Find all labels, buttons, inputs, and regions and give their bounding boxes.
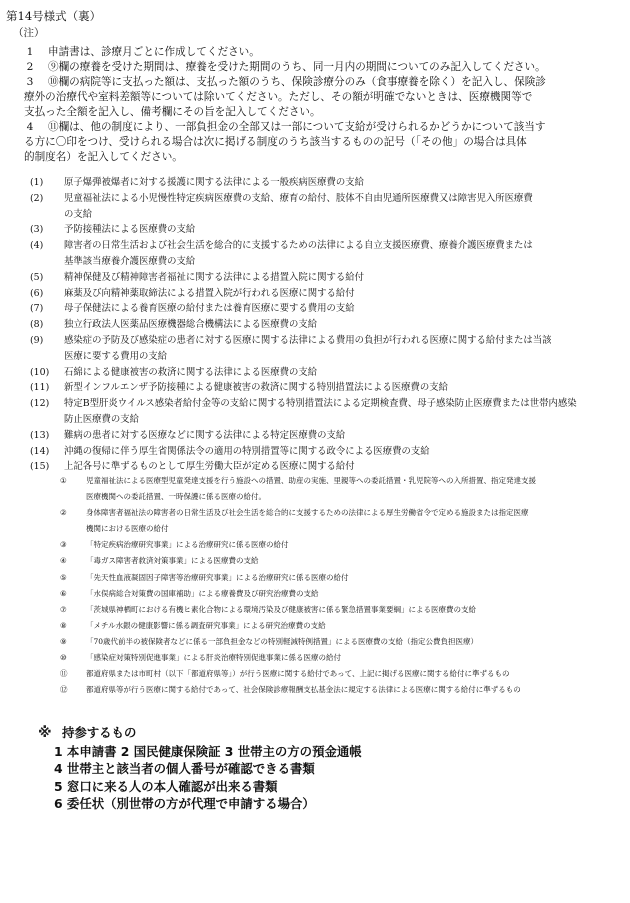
system-item bbox=[30, 365, 616, 381]
note-text bbox=[24, 75, 618, 120]
note-line: 支払った全額を記入し、備考欄にその旨を記入してください。 bbox=[24, 106, 321, 118]
system-item-text bbox=[64, 270, 616, 286]
notes-heading: （注） bbox=[13, 27, 45, 39]
system-item-number: (15) bbox=[30, 461, 50, 473]
system-item bbox=[30, 270, 616, 286]
benefit-item-number: ⑫ bbox=[60, 685, 68, 695]
system-item-number: (14) bbox=[30, 445, 50, 457]
system-item-text bbox=[64, 222, 616, 238]
system-item-line: 児童福祉法による小児慢性特定疾病医療費の支給、療育の給付、肢体不自由児通所医療費又は障害児入所医療費 bbox=[64, 192, 533, 204]
benefit-item-line: 児童福祉法による医療型児童発達支援を行う施設への措置、助産の実施、里親等への委託措置・乳児院等への入所措置、指定発達支援 bbox=[86, 476, 536, 485]
note-text bbox=[48, 60, 618, 75]
system-item-line: 新型インフルエンザ予防接種による健康被害の救済に関する特別措置法による医療費の支給 bbox=[64, 382, 449, 394]
benefit-item-number: ① bbox=[60, 476, 67, 485]
system-item bbox=[30, 222, 616, 238]
benefit-item-text bbox=[86, 586, 616, 602]
benefit-item-line: 「メチル水銀の健康影響に係る調査研究事業」による研究治療費の支給 bbox=[86, 620, 326, 630]
benefit-item-line: 機関における医療の給付 bbox=[86, 524, 169, 534]
benefit-item bbox=[60, 473, 616, 505]
benefit-item bbox=[60, 553, 616, 569]
note-line: ⑩欄の病院等に支払った額は、支払った額のうち、保険診療分のみ（食事療養を除く）を記入し、保険診 bbox=[48, 76, 546, 88]
benefit-item bbox=[60, 505, 616, 537]
system-item-line: 石綿による健康被害の救済に関する法律による医療費の支給 bbox=[64, 366, 318, 378]
system-item bbox=[30, 175, 616, 191]
benefit-item-line: 都道府県または市町村（以下「都道府県等」）が行う医療に関する給付であって、上記に掲げる医療に関する給付に準ずるもの bbox=[86, 669, 510, 679]
system-item-number: (2) bbox=[30, 192, 44, 204]
note-line: 的制度名）を記入してください。 bbox=[24, 151, 183, 163]
benefit-item-text bbox=[86, 682, 616, 698]
benefit-item-line: 「70歳代前半の被保険者などに係る一部負担金などの特別軽減特例措置」による医療費の支給（指定公費負担医療） bbox=[86, 636, 479, 646]
note-text bbox=[24, 120, 618, 165]
system-item-line: 原子爆弾被爆者に対する援護に関する法律による一般疾病医療費の支給 bbox=[64, 177, 365, 188]
benefit-systems-list bbox=[30, 175, 616, 475]
system-item-line: 難病の患者に対する医療などに関する法律による特定医療費の支給 bbox=[64, 429, 346, 441]
system-item-text bbox=[64, 396, 616, 428]
system-item bbox=[30, 444, 616, 460]
system-item bbox=[30, 191, 616, 223]
benefit-item bbox=[60, 666, 616, 682]
benefit-item bbox=[60, 634, 616, 650]
benefit-item-number: ⑪ bbox=[60, 669, 68, 679]
system-item-line: 予防接種法による医療費の支給 bbox=[64, 224, 196, 236]
benefit-item-line: 都道府県等が行う医療に関する給付であって、社会保険診療報酬支払基金法に規定する法律による医療に関する給付に準ずるもの bbox=[86, 685, 521, 695]
system-item-number: (6) bbox=[30, 287, 44, 299]
system-item-text bbox=[64, 333, 616, 365]
system-item-line: 上記各号に準ずるものとして厚生労働大臣が定める医療に関する給付 bbox=[64, 461, 355, 473]
system-item-line: 基準該当療養介護医療費の支給 bbox=[64, 255, 196, 267]
note-line: 療外の治療代や室料差額等については除いてください。ただし、その額が明確でないときは、医療機関等で bbox=[24, 91, 533, 103]
system-item bbox=[30, 333, 616, 365]
benefit-item bbox=[60, 602, 616, 618]
note-item bbox=[12, 120, 618, 165]
benefit-item-line: 「茨城県神栖町における有機ヒ素化合物による環境汚染及び健康被害に係る緊急措置事業要綱」による医療費の支給 bbox=[86, 604, 476, 614]
benefit-item-line: 医療機関への委託措置、一時保護に係る医療の給付。 bbox=[86, 492, 266, 502]
system-item-line: 障害者の日常生活および社会生活を総合的に支援するための法律による自立支援医療費、療養介護医療費または bbox=[64, 240, 533, 252]
system-item-text bbox=[64, 286, 616, 302]
benefit-item-line: 「毒ガス障害者救済対策事業」による医療費の支給 bbox=[86, 556, 259, 566]
system-item-line: の支給 bbox=[64, 208, 93, 220]
note-line: 申請書は、診療月ごとに作成してください。 bbox=[48, 46, 260, 58]
bring-item: 5 窓口に来る人の本人確認が出来る書類 bbox=[54, 778, 278, 794]
benefit-item-number: ④ bbox=[60, 556, 67, 566]
benefit-item-line: 「水俣病総合対策費の国庫補助」による療養費及び研究治療費の支給 bbox=[86, 588, 319, 598]
system-item-text bbox=[64, 191, 616, 223]
note-line: る方に〇印をつけ、受けられる場合は次に掲げる制度のうち該当するものの記号（「その他」の場合は具体 bbox=[24, 136, 527, 148]
ministerial-benefits-list bbox=[60, 473, 616, 698]
system-item bbox=[30, 428, 616, 444]
system-item-number: (7) bbox=[30, 303, 44, 315]
system-item bbox=[30, 317, 616, 333]
form-title: 第14号様式（裏） bbox=[6, 9, 102, 23]
benefit-item-number: ② bbox=[60, 508, 67, 518]
benefit-item bbox=[60, 537, 616, 553]
system-item-number: (8) bbox=[30, 319, 44, 331]
note-item bbox=[12, 45, 618, 60]
benefit-item bbox=[60, 682, 616, 698]
benefit-item-number: ⑤ bbox=[60, 572, 67, 582]
benefit-item-text bbox=[86, 618, 616, 634]
system-item-line: 麻薬及び向精神薬取締法による措置入院が行われる医療に関する給付 bbox=[64, 287, 355, 299]
benefit-item-text bbox=[86, 473, 616, 505]
benefit-item-line: 「特定疾病治療研究事業」による治療研究に係る医療の給付 bbox=[86, 540, 289, 550]
benefit-item-text bbox=[86, 666, 616, 682]
system-item-line: 医療に要する費用の支給 bbox=[64, 350, 168, 362]
benefit-item-number: ⑥ bbox=[60, 588, 67, 598]
system-item-number: (13) bbox=[30, 429, 50, 441]
system-item-text bbox=[64, 428, 616, 444]
note-line: ⑪欄は、他の制度により、一部負担金の全部又は一部について支給が受けられるかどうかについて該当す bbox=[48, 121, 546, 133]
main-notes-list bbox=[12, 45, 618, 165]
benefit-item-text bbox=[86, 505, 616, 537]
benefit-item-text bbox=[86, 553, 616, 569]
bring-item: 6 委任状（別世帯の方が代理で申請する場合） bbox=[54, 796, 315, 811]
benefit-item-number: ③ bbox=[60, 540, 67, 550]
system-item-text bbox=[64, 444, 616, 460]
note-text bbox=[48, 45, 618, 60]
benefit-item-number: ⑧ bbox=[60, 620, 67, 630]
system-item-number: (10) bbox=[30, 366, 50, 378]
items-to-bring-section bbox=[38, 724, 362, 813]
system-item-text bbox=[64, 175, 616, 191]
system-item-text bbox=[64, 380, 616, 396]
benefit-item-text bbox=[86, 650, 616, 666]
system-item-line: 感染症の予防及び感染症の患者に対する医療に関する法律による費用の負担が行われる医療に関する給付または当該 bbox=[64, 334, 552, 346]
benefit-item-number: ⑦ bbox=[60, 604, 67, 614]
note-item bbox=[12, 75, 618, 120]
benefit-item-text bbox=[86, 570, 616, 586]
system-item-number: (3) bbox=[30, 224, 44, 236]
system-item-text bbox=[64, 301, 616, 317]
reference-mark: ※ bbox=[38, 725, 52, 741]
system-item bbox=[30, 238, 616, 270]
system-item-number: (12) bbox=[30, 398, 50, 410]
bring-item: 4 世帯主と該当者の個人番号が確認できる書類 bbox=[54, 761, 315, 776]
note-number: 1 bbox=[26, 46, 34, 58]
note-number: 2 bbox=[26, 61, 34, 73]
note-number: 3 bbox=[26, 76, 34, 88]
bring-item: 1 本申請書 2 国民健康保険証 3 世帯主の方の預金通帳 bbox=[54, 743, 362, 759]
note-number: 4 bbox=[26, 121, 34, 133]
benefit-item-text bbox=[86, 537, 616, 553]
note-line: ⑨欄の療養を受けた期間は、療養を受けた期間のうち、同一月内の期間についてのみ記入してください。 bbox=[48, 61, 546, 73]
system-item-text bbox=[64, 317, 616, 333]
system-item bbox=[30, 380, 616, 396]
system-item-line: 特定B型肝炎ウイルス感染者給付金等の支給に関する特別措置法による定期検査費、母子感染防止医療費または世帯内感染 bbox=[64, 398, 577, 410]
system-item-text bbox=[64, 238, 616, 270]
system-item-number: (9) bbox=[30, 334, 44, 346]
system-item-number: (5) bbox=[30, 271, 44, 283]
system-item bbox=[30, 301, 616, 317]
benefit-item-number: ⑩ bbox=[60, 653, 67, 663]
system-item-number: (4) bbox=[30, 240, 44, 252]
benefit-item bbox=[60, 650, 616, 666]
benefit-item bbox=[60, 618, 616, 634]
system-item-text bbox=[64, 365, 616, 381]
system-item-line: 母子保健法による養育医療の給付または養育医療に要する費用の支給 bbox=[64, 303, 355, 315]
system-item-line: 沖縄の復帰に伴う厚生省関係法令の適用の特別措置等に関する政令による医療費の支給 bbox=[64, 445, 430, 457]
system-item-number: (1) bbox=[30, 177, 44, 188]
benefit-item-text bbox=[86, 602, 616, 618]
items-to-bring-title: 持参するもの bbox=[62, 725, 137, 740]
benefit-item-line: 「感染症対策特別促進事業」による肝炎治療特別促進事業に係る医療の給付 bbox=[86, 653, 341, 663]
items-to-bring-heading bbox=[38, 724, 362, 743]
benefit-item-line: 身体障害者福祉法の障害者の日常生活及び社会生活を総合的に支援するための法律による厚生労働省令で定める施設または指定医療 bbox=[86, 508, 529, 518]
note-item bbox=[12, 60, 618, 75]
system-item bbox=[30, 396, 616, 428]
benefit-item bbox=[60, 586, 616, 602]
system-item bbox=[30, 286, 616, 302]
system-item-number: (11) bbox=[30, 382, 50, 394]
benefit-item bbox=[60, 570, 616, 586]
system-item-line: 独立行政法人医薬品医療機器総合機構法による医療費の支給 bbox=[64, 319, 318, 331]
system-item-line: 防止医療費の支給 bbox=[64, 413, 140, 425]
system-item-line: 精神保健及び精神障害者福祉に関する法律による措置入院に関する給付 bbox=[64, 271, 365, 283]
benefit-item-text bbox=[86, 634, 616, 650]
benefit-item-line: 「先天性血液凝固因子障害等治療研究事業」による治療研究に係る医療の給付 bbox=[86, 572, 349, 582]
benefit-item-number: ⑨ bbox=[60, 636, 67, 646]
